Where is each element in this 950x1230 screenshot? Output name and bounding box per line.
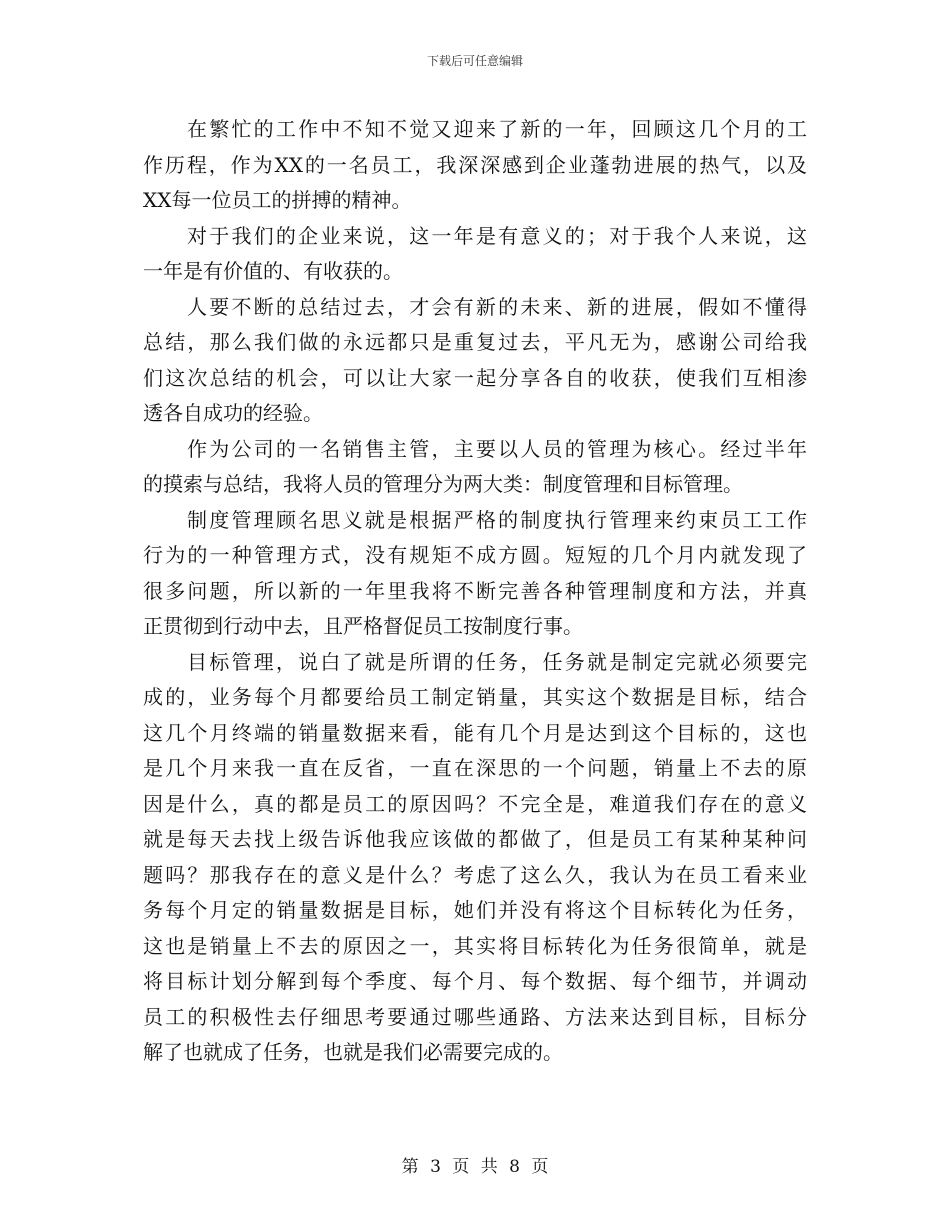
paragraph-line: 制度管理顾名思义就是根据严格的制度执行管理来约束员工工作 <box>187 507 807 532</box>
page-header-note: 下载后可任意编辑 <box>426 54 523 68</box>
paragraph-line: 这也是销量上不去的原因之一，其实将目标转化为任务很简单，就是 <box>143 933 807 958</box>
paragraph-line: 将目标计划分解到每个季度、每个月、每个数据、每个细节，并调动 <box>143 969 807 993</box>
paragraph-line: 对于我们的企业来说，这一年是有意义的；对于我个人来说，这 <box>187 223 807 248</box>
paragraph-line: 作为公司的一名销售主管，主要以人员的管理为核心。经过半年 <box>187 436 807 461</box>
paragraph-line: 因是什么，真的都是员工的原因吗？不完全是，难道我们存在的意义 <box>143 791 807 816</box>
paragraph-line: 透各自成功的经验。 <box>143 401 323 425</box>
paragraph-line: 是几个月来我一直在反省，一直在深思的一个问题，销量上不去的原 <box>143 756 807 780</box>
paragraph-line: 员工的积极性去仔细思考要通过哪些通路、方法来达到目标，目标分 <box>143 1004 807 1029</box>
paragraph-line: 这几个月终端的销量数据来看，能有几个月是达到这个目标的，这也 <box>143 720 807 745</box>
paragraph-line: 题吗？那我存在的意义是什么？考虑了这么久，我认为在员工看来业 <box>143 862 807 887</box>
paragraph <box>143 290 807 432</box>
paragraph-line: 们这次总结的机会，可以让大家一起分享各自的收获，使我们互相渗 <box>143 365 807 390</box>
paragraph-line: 很多问题，所以新的一年里我将不断完善各种管理制度和方法，并真 <box>143 578 807 603</box>
paragraph-line: 行为的一种管理方式，没有规矩不成方圆。短短的几个月内就发现了 <box>143 543 807 567</box>
paragraph-line: 成的，业务每个月都要给员工制定销量，其实这个数据是目标，结合 <box>143 685 807 709</box>
document-body <box>143 112 807 1071</box>
paragraph-line: 就是每天去找上级告诉他我应该做的都做了，但是员工有某种某种问 <box>143 827 807 851</box>
paragraph <box>143 219 807 290</box>
paragraph-line: 务每个月定的销量数据是目标，她们并没有将这个目标转化为任务， <box>143 898 807 922</box>
page-number-footer: 第 3 页 共 8 页 <box>401 1157 549 1177</box>
paragraph-line: 正贯彻到行动中去，且严格督促员工按制度行事。 <box>143 614 583 638</box>
paragraph <box>143 645 807 1071</box>
paragraph <box>143 432 807 503</box>
paragraph-line: 解了也就成了任务，也就是我们必需要完成的。 <box>143 1040 563 1064</box>
paragraph-line: 一年是有价值的、有收获的。 <box>143 259 403 283</box>
paragraph-line: 作历程，作为XX的一名员工，我深深感到企业蓬勃进展的热气，以及 <box>143 152 807 177</box>
paragraph-line: 在繁忙的工作中不知不觉又迎来了新的一年，回顾这几个月的工 <box>187 117 807 141</box>
paragraph-line: 人要不断的总结过去，才会有新的未来、新的进展，假如不懂得 <box>187 294 807 319</box>
paragraph-line: 的摸索与总结，我将人员的管理分为两大类：制度管理和目标管理。 <box>143 472 743 496</box>
paragraph-line: 目标管理，说白了就是所谓的任务，任务就是制定完就必须要完 <box>187 649 807 674</box>
paragraph-line: XX每一位员工的拼搏的精神。 <box>143 188 412 212</box>
paragraph-line: 总结，那么我们做的永远都只是重复过去，平凡无为，感谢公司给我 <box>143 330 807 354</box>
paragraph <box>143 112 807 219</box>
paragraph <box>143 503 807 645</box>
